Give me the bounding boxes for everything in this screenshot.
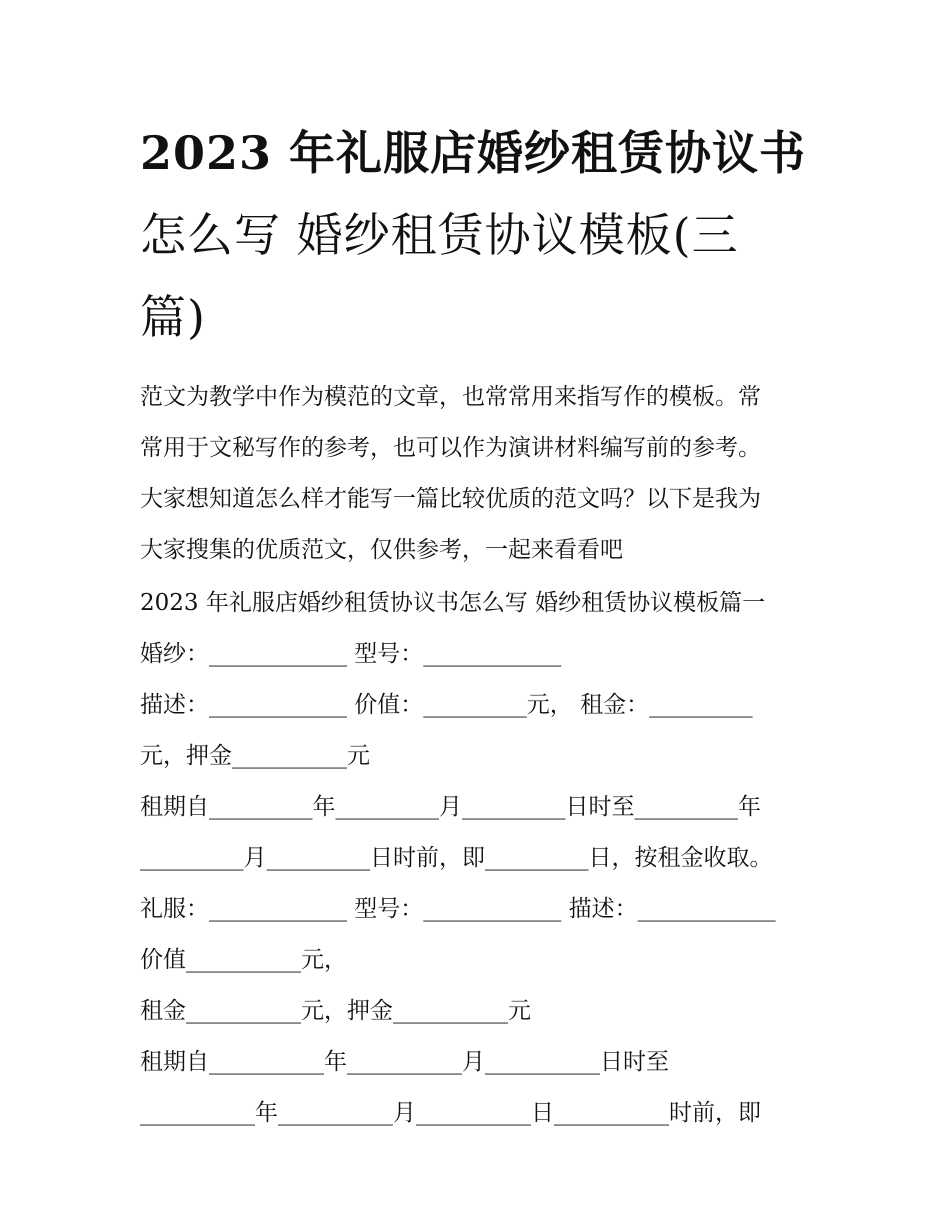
body-line-2: 描述：____________ 价值：_________元， 租金：_________ [140, 692, 753, 718]
intro-line-3: 大家想知道怎么样才能写一篇比较优质的范文吗？以下是我为 [140, 486, 761, 512]
intro-paragraph [140, 372, 820, 576]
intro-line-1: 范文为教学中作为模范的文章，也常常用来指写作的模板。常 [140, 384, 761, 410]
body-line-7: 价值__________元， [140, 947, 347, 973]
title-line-1: 2023 年礼服店婚纱租赁协议书 [140, 126, 807, 180]
body-line-8: 租金__________元，押金__________元 [140, 998, 531, 1024]
body-line-4: 租期自_________年_________月_________日时至_________年 [140, 794, 761, 820]
body-line-9: 租期自__________年__________月__________日时至 [140, 1049, 669, 1075]
document-title [140, 112, 820, 358]
intro-line-4: 大家搜集的优质范文，仅供参考，一起来看看吧 [140, 537, 623, 563]
document-page [140, 112, 820, 1139]
body-line-6: 礼服：____________ 型号：____________ 描述：____________ [140, 896, 776, 922]
body-line-3: 元，押金__________元 [140, 743, 370, 769]
agreement-body [140, 629, 820, 1139]
title-line-3: 篇) [140, 290, 206, 344]
body-line-10: __________年__________月__________日__________时前，即 [140, 1100, 761, 1126]
intro-line-2: 常用于文秘写作的参考，也可以作为演讲材料编写前的参考。 [140, 435, 761, 461]
section-heading: 2023 年礼服店婚纱租赁协议书怎么写 婚纱租赁协议模板篇一 [140, 590, 766, 616]
body-line-1: 婚纱：____________ 型号：____________ [140, 641, 562, 667]
body-line-5: _________月_________日时前，即_________日，按租金收取。 [140, 845, 773, 871]
title-line-2: 怎么写 婚纱租赁协议模板(三 [140, 208, 739, 262]
